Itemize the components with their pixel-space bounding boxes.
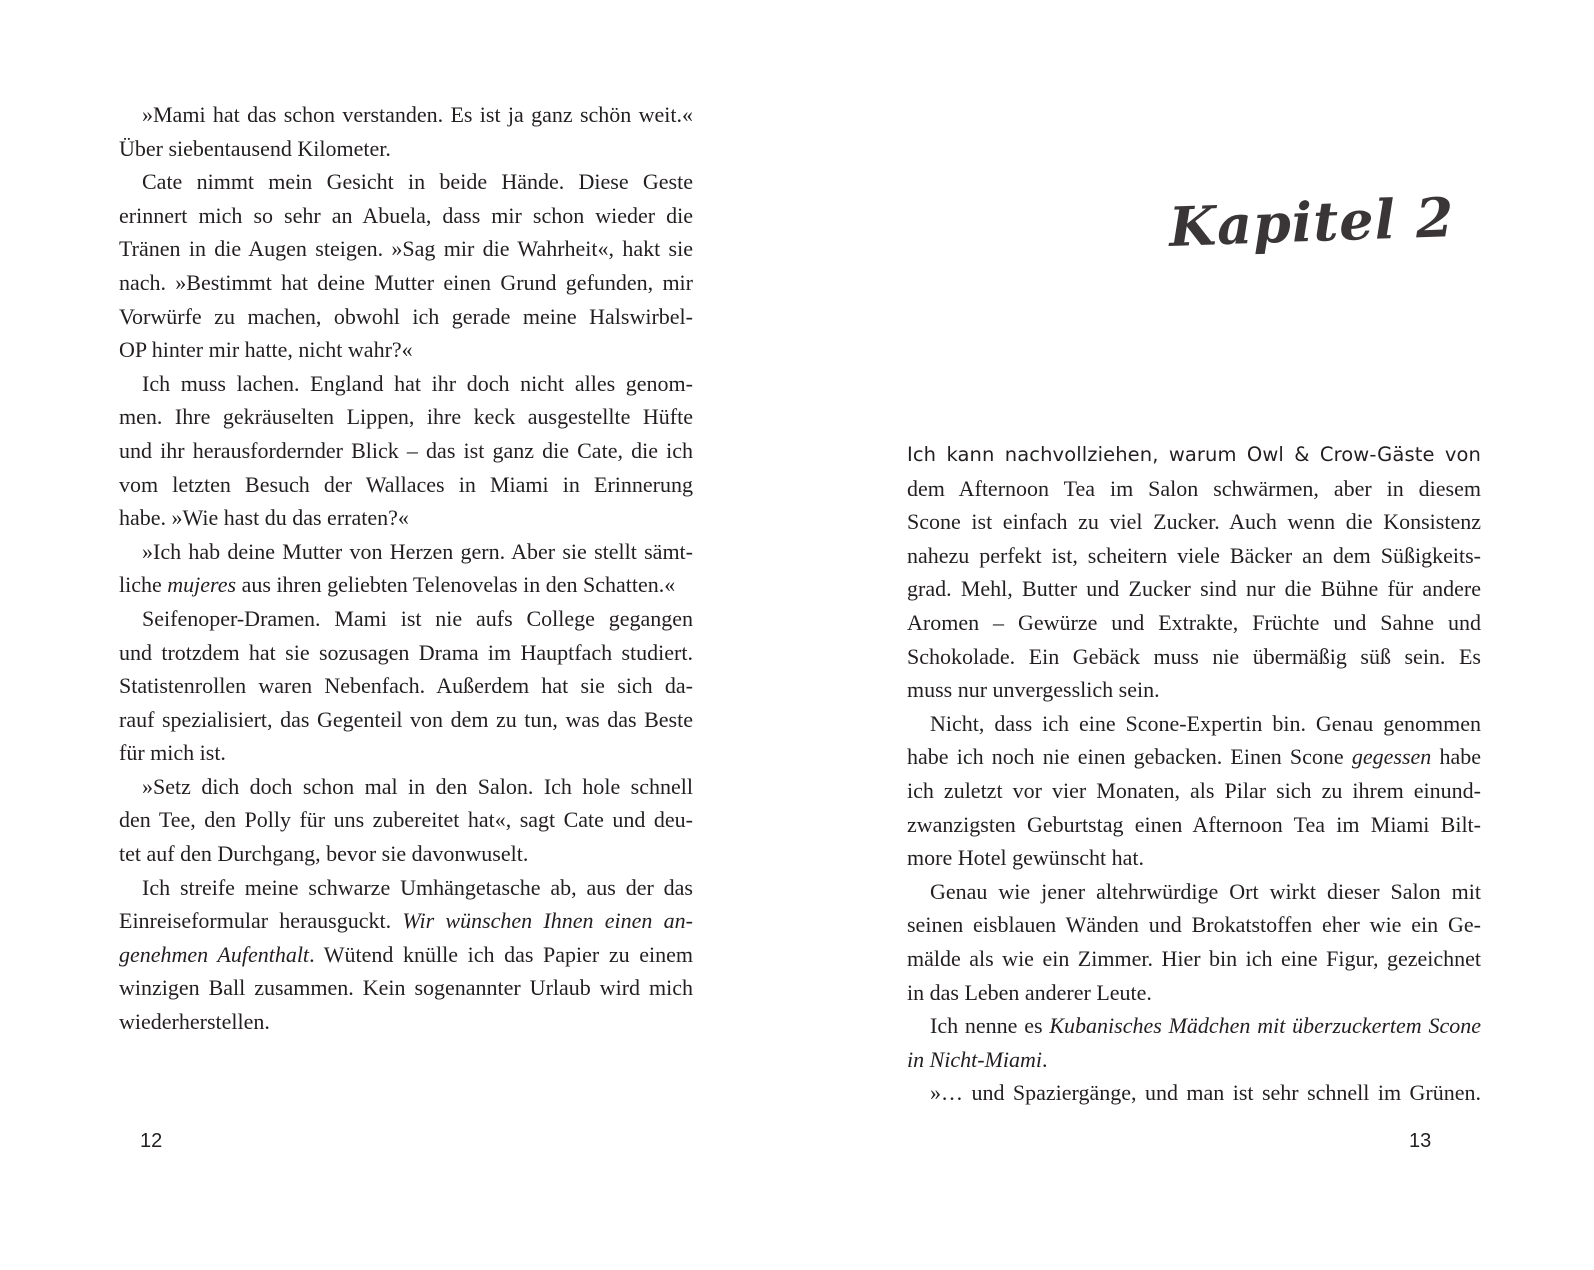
text-line: Nicht, dass ich eine Scone-Expertin bin. Genau genommen: [930, 710, 1481, 736]
text-line: OP hinter mir hatte, nicht wahr?«: [119, 337, 413, 363]
page-number-right: 13: [1409, 1130, 1432, 1152]
text-line: und trotzdem hat sie sozusagen Drama im Hauptfach studiert.: [119, 639, 693, 665]
text-line: Scone ist einfach zu viel Zucker. Auch wenn die Konsistenz: [907, 509, 1481, 535]
text-line: zwanzigsten Geburtstag einen Afternoon Tea im Miami Bilt-: [907, 811, 1481, 837]
text-line: »… und Spaziergänge, und man ist sehr schnell im Grünen.: [930, 1080, 1481, 1106]
text-line: [119, 904, 693, 938]
text-line: rauf spezialisiert, das Gegenteil von dem zu tun, was das Beste: [119, 706, 693, 732]
right-page: [797, 0, 1594, 1270]
text-segment: aus ihren geliebten Telenovelas in den Schatten.«: [236, 572, 676, 598]
text-line: [907, 740, 1481, 774]
text-line: erinnert mich so sehr an Abuela, dass mir schon wieder die: [119, 202, 693, 228]
text-line: »Ich hab deine Mutter von Herzen gern. Aber sie stellt sämt-: [142, 538, 693, 564]
text-line: »Mami hat das schon verstanden. Es ist ja ganz schön weit.«: [142, 102, 693, 127]
text-line: dem Afternoon Tea im Salon schwärmen, aber in diesem: [907, 475, 1481, 501]
text-line: nach. »Bestimmt hat deine Mutter einen Grund gefunden, mir: [119, 269, 693, 295]
text-line: [119, 568, 693, 602]
text-line: men. Ihre gekräuselten Lippen, ihre keck ausgestellte Hüfte: [119, 404, 693, 430]
text-line: nahezu perfekt ist, scheitern viele Bäcker an dem Süßigkeits-: [907, 542, 1481, 568]
left-page-text: [119, 98, 693, 1039]
text-line: Ich muss lachen. England hat ihr doch nicht alles genom-: [142, 370, 693, 396]
italic-text: in Nicht-Miami: [907, 1046, 1043, 1072]
text-line: Ich streife meine schwarze Umhängetasche ab, aus der das: [142, 874, 693, 900]
text-segment: Einreiseformular herausguckt.: [119, 908, 403, 934]
text-line: Seifenoper-Dramen. Mami ist nie aufs College gegangen: [142, 605, 693, 631]
right-page-text: [907, 438, 1481, 1110]
text-segment: habe ich noch nie einen gebacken. Einen Scone: [907, 744, 1352, 770]
italic-text: Wir wünschen Ihnen einen an-: [402, 908, 693, 934]
text-line: Vorwürfe zu machen, obwohl ich gerade meine Halswirbel-: [119, 303, 693, 329]
text-segment: .: [1042, 1046, 1048, 1072]
text-line: wiederherstellen.: [119, 1009, 270, 1035]
text-line: für mich ist.: [119, 740, 226, 766]
text-line: [907, 1009, 1481, 1043]
chapter-heading: Kapitel 2: [1167, 185, 1456, 259]
page-number-left: 12: [140, 1130, 163, 1152]
text-line: [907, 1043, 1481, 1077]
text-line: und ihr herausfordernder Blick – das ist ganz die Cate, die ich: [119, 437, 693, 463]
text-line: more Hotel gewünscht hat.: [907, 845, 1145, 871]
text-segment: habe: [1431, 744, 1481, 770]
italic-text: gegessen: [1351, 744, 1432, 770]
italic-text: genehmen Aufenthalt: [119, 941, 310, 967]
text-line: seinen eisblauen Wänden und Brokatstoffen eher wie ein Ge-: [907, 912, 1481, 938]
text-line: Über siebentausend Kilometer.: [119, 135, 391, 161]
text-line: [119, 938, 693, 972]
text-line: Ich kann nachvollziehen, warum Owl & Crow-Gäste von: [907, 443, 1481, 466]
text-line: mälde als wie ein Zimmer. Hier bin ich eine Figur, gezeichnet: [907, 945, 1481, 971]
text-line: in das Leben anderer Leute.: [907, 979, 1152, 1005]
text-line: Schokolade. Ein Gebäck muss nie übermäßig süß sein. Es: [907, 643, 1481, 669]
text-segment: liche: [119, 572, 168, 598]
text-line: muss nur unvergesslich sein.: [907, 677, 1160, 703]
text-segment: . Wütend knülle ich das Papier zu einem: [309, 941, 693, 967]
text-line: winzigen Ball zusammen. Kein sogenannter Urlaub wird mich: [119, 975, 693, 1001]
text-line: habe. »Wie hast du das erraten?«: [119, 505, 409, 531]
text-line: Aromen – Gewürze und Extrakte, Früchte und Sahne und: [907, 609, 1481, 635]
text-line: grad. Mehl, Butter und Zucker sind nur die Bühne für andere: [907, 576, 1481, 602]
text-line: den Tee, den Polly für uns zubereitet hat«, sagt Cate und deu-: [119, 807, 693, 833]
italic-text: Kubanisches Mädchen mit überzuckertem Scone: [1049, 1013, 1481, 1039]
text-line: vom letzten Besuch der Wallaces in Miami in Erinnerung: [119, 471, 693, 497]
italic-text: mujeres: [167, 572, 237, 598]
text-segment: Ich nenne es: [930, 1013, 1050, 1039]
text-line: tet auf den Durchgang, bevor sie davonwuselt.: [119, 841, 529, 867]
text-line: Tränen in die Augen steigen. »Sag mir die Wahrheit«, hakt sie: [119, 236, 693, 262]
text-line: ich zuletzt vor vier Monaten, als Pilar sich zu ihrem einund-: [907, 777, 1481, 803]
text-line: Genau wie jener altehrwürdige Ort wirkt dieser Salon mit: [930, 878, 1481, 904]
text-line: »Setz dich doch schon mal in den Salon. Ich hole schnell: [142, 773, 693, 799]
text-line: Cate nimmt mein Gesicht in beide Hände. Diese Geste: [142, 169, 693, 195]
text-line: Statistenrollen waren Nebenfach. Außerdem hat sie sich da-: [119, 673, 693, 699]
